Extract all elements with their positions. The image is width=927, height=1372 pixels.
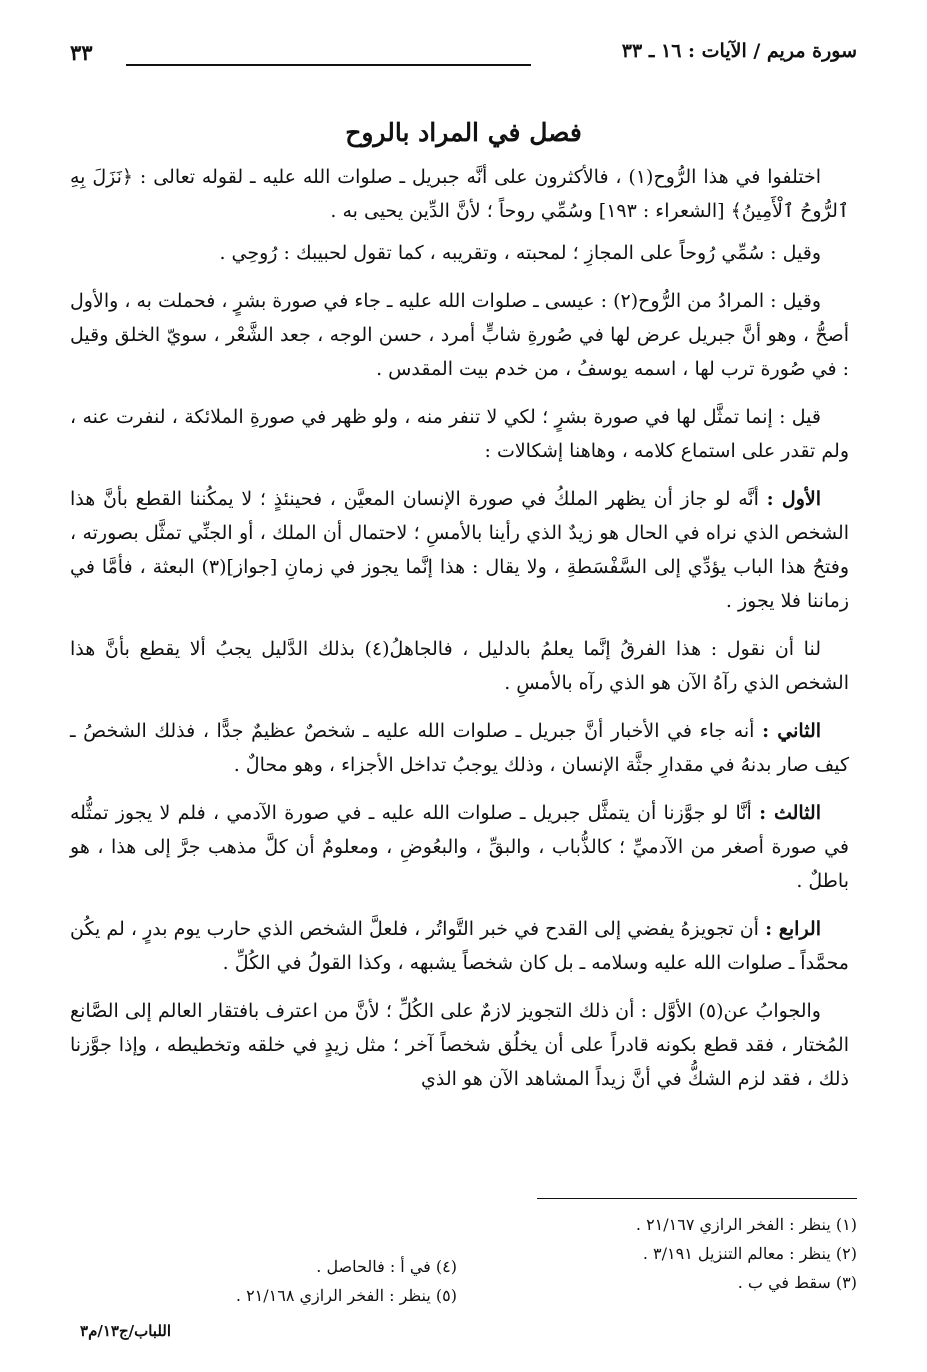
paragraph [70,994,849,1096]
paragraph-text: قيل : إنما تمثَّل لها في صورة بشرٍ ؛ لكي لا تنفر منه ، ولو ظهر في صورةِ الملائكة ، لنفرت عنه ، ولم تقدر على استماع كلامه ، وهاهنا إشكالات : [70,406,849,462]
header-rule [126,64,531,66]
footnote: (٢) ينظر : معالم التنزيل ٣/١٩١ . [642,1244,857,1263]
page-number: ٣٣ [70,40,93,65]
paragraph-lead: الثاني : [762,720,822,742]
section-title: فصل في المراد بالروح [345,118,582,147]
footnote: (١) ينظر : الفخر الرازي ٢١/١٦٧ . [635,1215,857,1234]
paragraph [70,796,849,898]
paragraph-text: أنَّا لو جوَّزنا أن يتمثَّل جبريل ـ صلوات الله عليه ـ في صورة الآدمي ، فلم لا يجوز تمثُّله في صورة أصغر من الآدميِّ ؛ كالذُّباب ، والبقِّ ، والبعُوضِ ، ومعلومٌ أن كلَّ مذهب جرَّ إلى هذا ، هو باطلٌ . [70,802,849,892]
paragraph-text: والجوابُ عن(٥) الأوَّل : أن ذلك التجويز لازمٌ على الكُلِّ ؛ لأنَّ من اعترف بافتقار العالم إلى الصَّانع المُختار ، فقد قطع بكونه قادراً على أن يخلُق شخصاً آخر ؛ مثل زيدٍ في خلقه وتخطيطه ، وإذا جوَّزنا ذلك ، فقد لزم الشكُّ في أنَّ زيداً المشاهد الآن هو الذي [70,1000,849,1090]
paragraph [70,632,849,700]
paragraph-text: أنَّه لو جاز أن يظهر الملكُ في صورة الإنسان المعيَّن ، فحينئذٍ ؛ لا يمكُننا القطع بأنَّ هذا الشخص الذي نراه في الحال هو زيدٌ الذي رأينا بالأمسِ ؛ لاحتمال أن الملك ، أو الجنِّي تمثَّل بصورته ، وفتحُ هذا الباب يؤدِّي إلى السَّفْسَطةِ ، ولا يقال : هذا إنَّما يجوز في زمانِ [جواز](٣) البعثة ، فأمَّا في زماننا فلا يجوز . [70,488,849,612]
printer-signature: اللباب/ج١٣/م٣ [80,1322,172,1340]
footnote-separator [537,1198,857,1199]
footnote: (٣) سقط في ب . [737,1273,857,1292]
footnotes-right [636,1210,857,1297]
paragraph [70,912,849,980]
paragraph-text: وقيل : المرادُ من الرُّوح(٢) : عيسى ـ صلوات الله عليه ـ جاء في صورة بشرٍ ، فحملت به ، والأول أصحُّ ، وهو أنَّ جبريل عرض لها في صُورةِ شابٍّ أمرد ، حسن الوجه ، جعد الشَّعْر ، سويّ الخلق وقيل : في صُورة ترب لها ، اسمه يوسفُ ، من خدم بيت المقدس . [70,290,849,380]
paragraph-text: أنه جاء في الأخبار أنَّ جبريل ـ صلوات الله عليه ـ شخصٌ عظيمٌ جدًّا ، فذلك الشخصُ ـ كيف صار بدنهُ في مقدارِ جثَّة الإنسان ، وذلك يوجبُ تداخل الأجزاء ، وهو محالٌ . [70,720,849,776]
paragraph [70,284,849,386]
running-header [66,40,861,70]
main-text [70,160,849,1110]
paragraph [70,236,849,270]
paragraph [70,400,849,468]
paragraph [70,160,849,228]
paragraph-text: أن تجويزهُ يفضي إلى القدح في خبر التَّواتُر ، فلعلَّ الشخص الذي حارب يوم بدرٍ ، لم يكُن محمَّداً ـ صلوات الله عليه وسلامه ـ بل كان شخصاً يشبهه ، وكذا القولُ في الكُلِّ . [70,918,849,974]
paragraph-lead: الثالث : [759,802,822,824]
paragraph-text: وقيل : سُمِّي رُوحاً على المجازِ ؛ لمحبته ، وتقريبه ، كما تقول لحبيبك : رُوحِي . [219,242,821,264]
paragraph-lead: الرابع : [765,918,822,940]
footnote: (٤) في أ : فالحاصل . [316,1257,457,1276]
paragraph-text: لنا أن نقول : هذا الفرقُ إنَّما يعلمُ بالدليل ، فالجاهلُ(٤) بذلك الدَّليل يجبُ ألا يقطع بأنَّ هذا الشخص الذي رآهُ الآن هو الذي رآه بالأمسِ . [70,638,849,694]
paragraph-lead: الأول : [766,488,821,510]
paragraph [70,482,849,618]
paragraph [70,714,849,782]
paragraph-text: اختلفوا في هذا الرُّوح(١) ، فالأكثرون على أنَّه جبريل ـ صلوات الله عليه ـ لقوله تعالى : ﴿نَزَلَ بِهِ ٱلرُّوحُ ٱلْأَمِينُ﴾ [الشعراء : ١٩٣] وسُمِّي روحاً ؛ لأنَّ الدِّين يحيى به . [70,166,849,222]
footnotes-left [236,1252,457,1310]
header-surah: سورة مريم / الآيات : ١٦ ـ ٣٣ [621,40,857,62]
footnote: (٥) ينظر : الفخر الرازي ٢١/١٦٨ . [235,1286,457,1305]
